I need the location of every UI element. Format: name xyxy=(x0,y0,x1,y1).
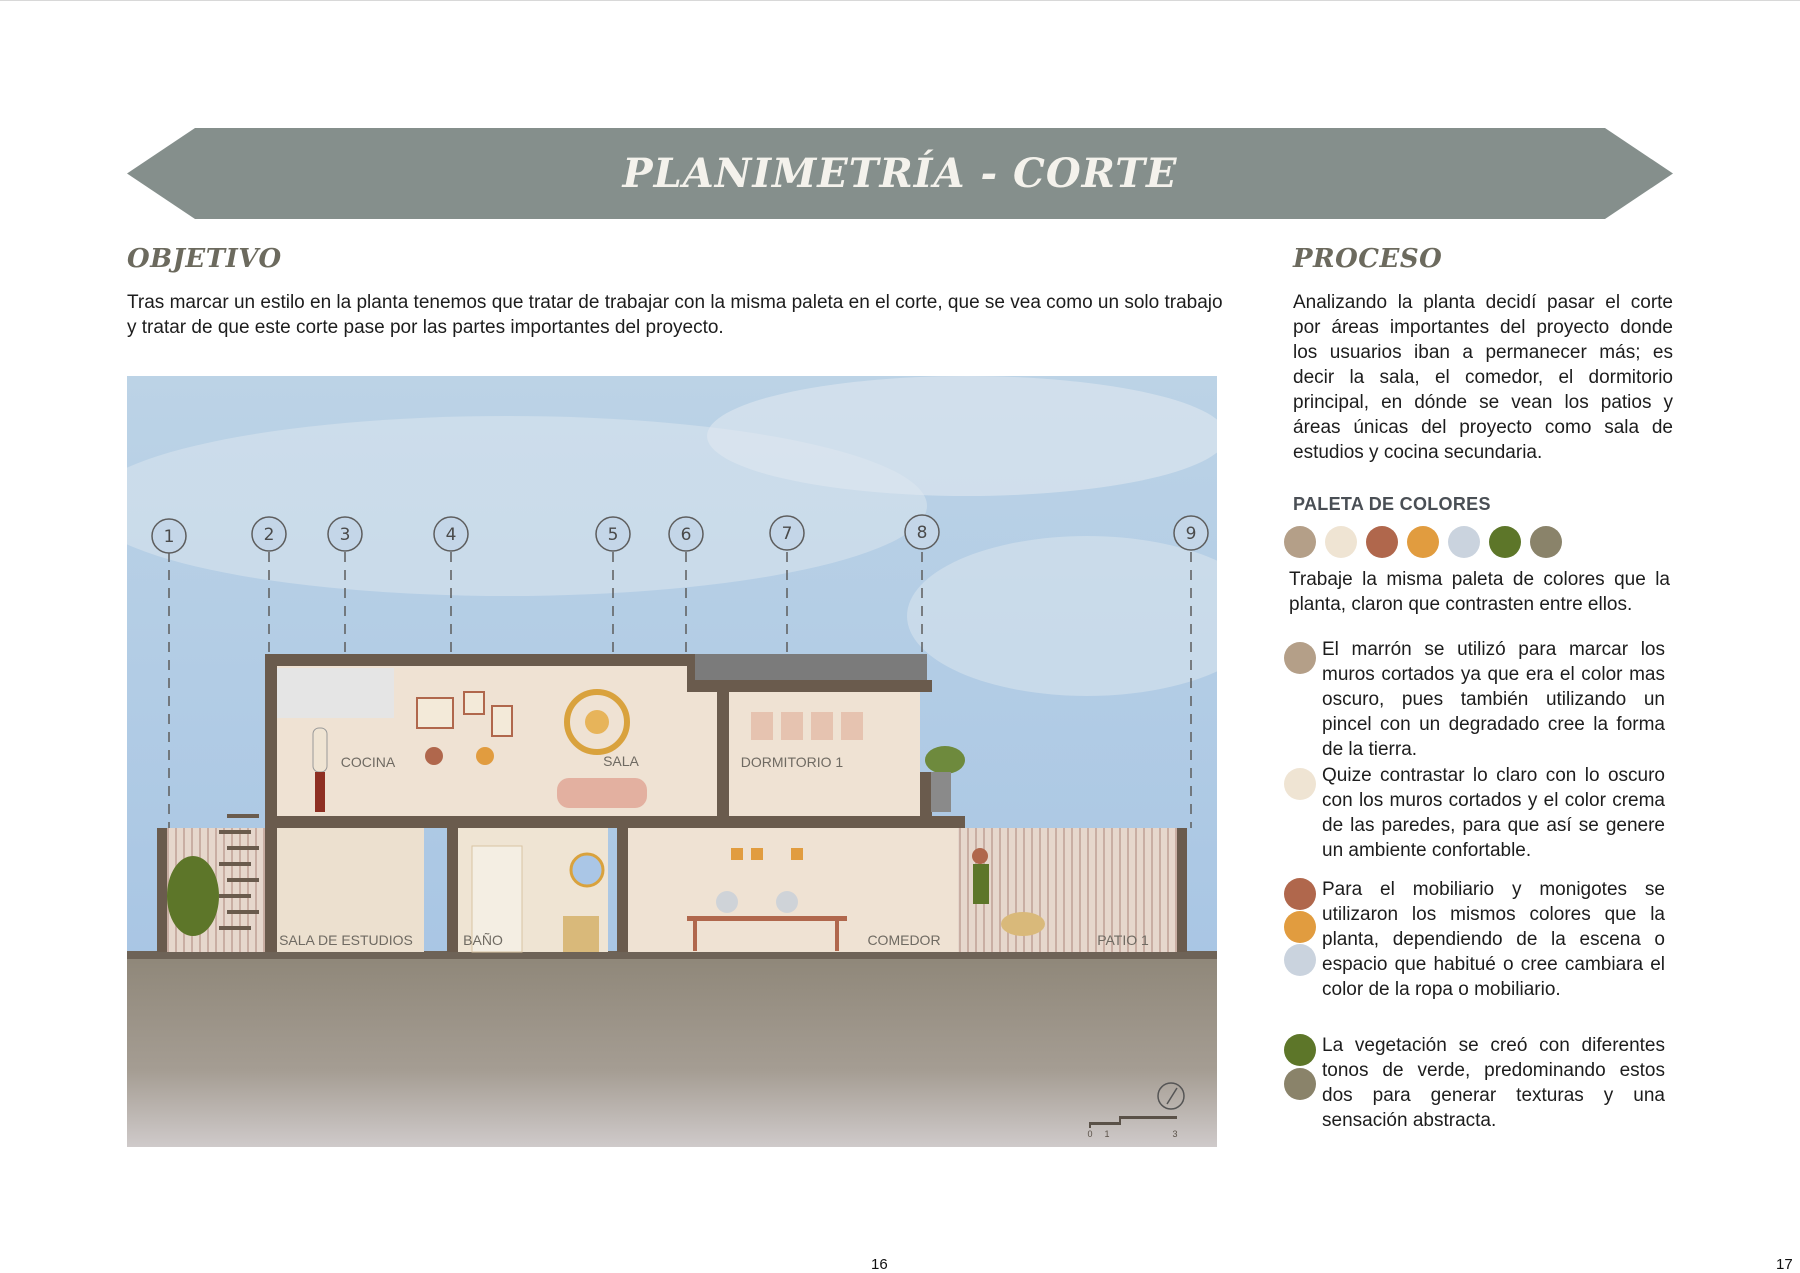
objetivo-line-2: y tratar de que este corte pase por las partes importantes del proyecto. xyxy=(127,317,724,338)
objetivo-heading: OBJETIVO xyxy=(127,244,282,274)
room-label-bano: BAÑO xyxy=(463,932,503,948)
page-title: PLANIMETRÍA - CORTE xyxy=(622,150,1178,197)
note-1-swatch xyxy=(1284,642,1316,674)
scale-label-1: 1 xyxy=(1104,1129,1110,1139)
section-drawing xyxy=(127,376,1217,1147)
room-label-sala: SALA xyxy=(603,753,639,769)
note-3-swatch-3 xyxy=(1284,944,1316,976)
note-2-swatch xyxy=(1284,768,1316,800)
palette-swatch-4 xyxy=(1407,526,1439,558)
objetivo-text xyxy=(127,290,1247,340)
proceso-text: Analizando la planta decidí pasar el corte por áreas importantes del proyecto donde los usuarios iban a permanecer más; es decir la sala, el comedor, el dormitorio principal, en dónde se vean los patios y áreas únicas del proyecto como sala de estudios y cocina secundaria. xyxy=(1293,292,1673,463)
palette-swatch-3 xyxy=(1366,526,1398,558)
palette-swatch-6 xyxy=(1489,526,1521,558)
top-border xyxy=(0,0,1800,1)
note-3-text: Para el mobiliario y monigotes se utilizaron los mismos colores que la planta, dependiendo de la escena o espacio que habitué o cree cambiara el color de la ropa o mobiliario. xyxy=(1322,879,1665,1000)
ground xyxy=(127,956,1217,1147)
note-3-swatch-1 xyxy=(1284,878,1316,910)
room-label-estudios: SALA DE ESTUDIOS xyxy=(279,932,413,948)
axis-label-8: 8 xyxy=(916,523,928,543)
note-1-text: El marrón se utilizó para marcar los muros cortados ya que era el color mas oscuro, pues también utilizando un pincel con un degradado cree la forma de la tierra. xyxy=(1322,639,1665,760)
note-2-text: Quize contrastar lo claro con lo oscuro con los muros cortados y el color crema de las paredes, para que así se genere un ambiente confortable. xyxy=(1322,765,1665,861)
objetivo-line-1: Tras marcar un estilo en la planta tenemos que tratar de trabajar con la misma paleta en el corte, que se vea como un solo trabajo xyxy=(127,292,1223,313)
room-label-dormitorio: DORMITORIO 1 xyxy=(740,754,844,770)
scale-label-0: 0 xyxy=(1087,1129,1093,1139)
palette-intro: Trabaje la misma paleta de colores que la planta, claron que contrasten entre ellos. xyxy=(1289,569,1670,615)
note-4-text: La vegetación se creó con diferentes tonos de verde, predominando estos dos para generar texturas y una sensación abstracta. xyxy=(1322,1035,1665,1131)
axis-label-3: 3 xyxy=(339,525,351,545)
axis-label-1: 1 xyxy=(163,527,175,547)
palette-title: PALETA DE COLORES xyxy=(1293,494,1491,514)
axis-label-2: 2 xyxy=(263,525,275,545)
scale-label-3: 3 xyxy=(1172,1129,1178,1139)
room-label-comedor: COMEDOR xyxy=(867,932,941,948)
note-3-swatch-2 xyxy=(1284,911,1316,943)
note-4-swatch-2 xyxy=(1284,1068,1316,1100)
title-banner xyxy=(127,128,1673,219)
room-label-patio: PATIO 1 xyxy=(1097,932,1149,948)
note-4-swatch-1 xyxy=(1284,1034,1316,1066)
axis-label-9: 9 xyxy=(1185,524,1197,544)
axis-label-5: 5 xyxy=(607,525,619,545)
palette-swatch-5 xyxy=(1448,526,1480,558)
axis-label-7: 7 xyxy=(781,524,793,544)
room-label-cocina: COCINA xyxy=(340,754,396,770)
palette-swatch-7 xyxy=(1530,526,1562,558)
axis-label-6: 6 xyxy=(680,525,692,545)
palette-swatch-1 xyxy=(1284,526,1316,558)
proceso-heading: PROCESO xyxy=(1293,244,1443,274)
palette-swatch-2 xyxy=(1325,526,1357,558)
page-number-right: 17 xyxy=(1776,1256,1793,1273)
axis-label-4: 4 xyxy=(445,525,457,545)
page-number-left: 16 xyxy=(871,1256,888,1273)
